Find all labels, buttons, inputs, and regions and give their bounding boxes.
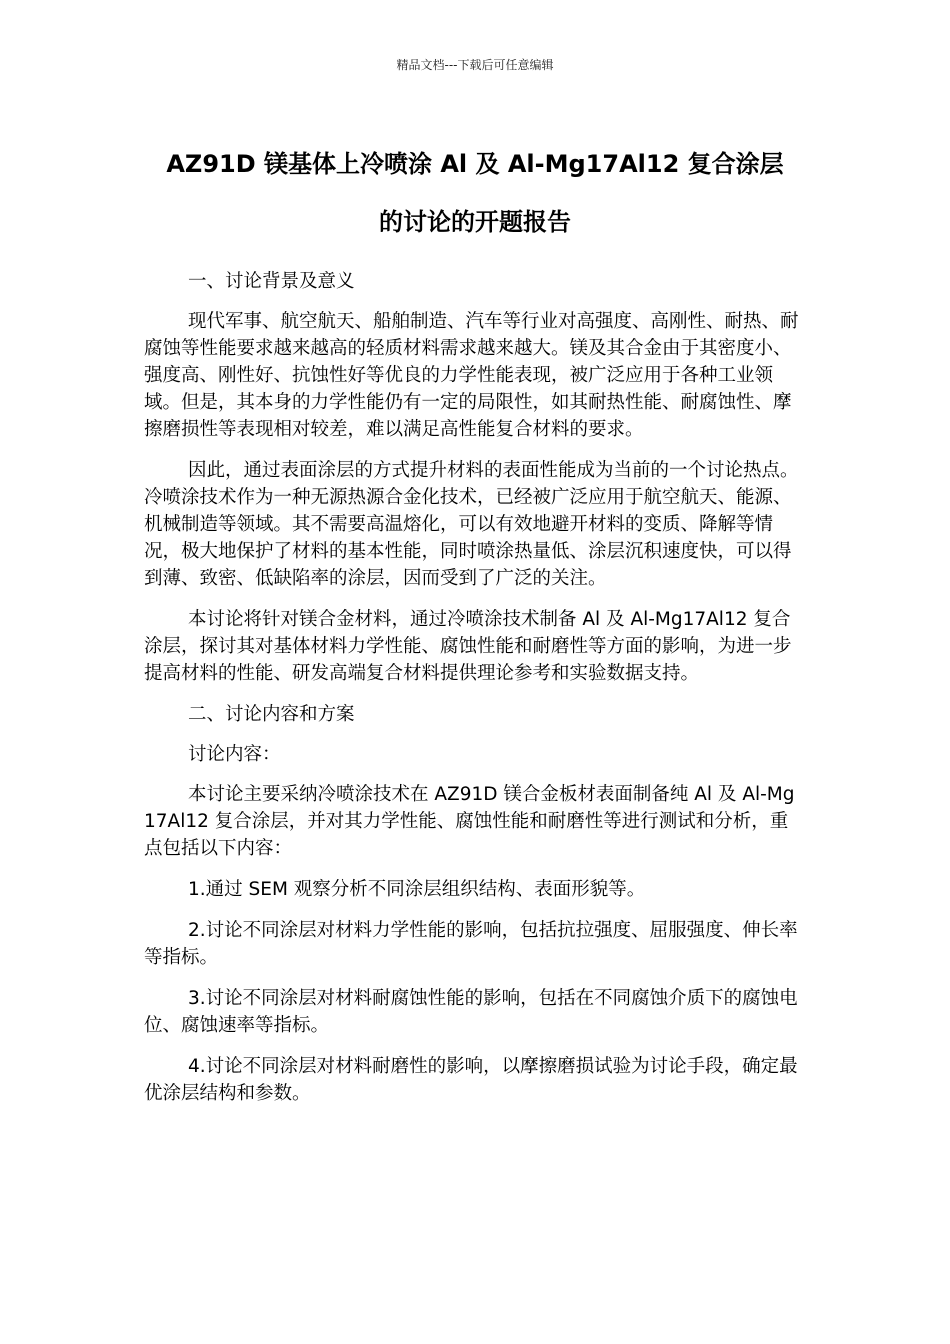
paragraph-content-intro: 本讨论主要采纳冷喷涂技术在 AZ91D 镁合金板材表面制备纯 Al 及 Al-Mg17Al12 复合涂层，并对其力学性能、腐蚀性能和耐磨性等进行测试和分析，重点包括以下内容：	[144, 784, 795, 859]
section-heading-content-plan: 二、讨论内容和方案	[188, 704, 355, 725]
section-heading-background: 一、讨论背景及意义	[188, 271, 355, 292]
paragraph-background-2: 因此，通过表面涂层的方式提升材料的表面性能成为当前的一个讨论热点。冷喷涂技术作为一种无源热源合金化技术，已经被广泛应用于航空航天、能源、机械制造等领域。其不需要高温熔化，可以有效地避开材料的变质、降解等情况，极大地保护了材料的基本性能，同时喷涂热量低、涂层沉积速度快，可以得到薄、致密、低缺陷率的涂层，因而受到了广泛的关注。	[144, 460, 799, 589]
paragraph-background-3: 本讨论将针对镁合金材料，通过冷喷涂技术制备 Al 及 Al-Mg17Al12 复合涂层，探讨其对基体材料力学性能、腐蚀性能和耐磨性等方面的影响，为进一步提高材料的性能、研发高端复合材料提供理论参考和实验数据支持。	[144, 609, 792, 684]
document-title-line-1: AZ91D 镁基体上冷喷涂 Al 及 Al-Mg17Al12 复合涂层	[166, 150, 784, 178]
document-title-line-2: 的讨论的开题报告	[379, 208, 571, 236]
document-title	[100, 135, 850, 251]
list-item-1: 1.通过 SEM 观察分析不同涂层组织结构、表面形貌等。	[188, 879, 646, 900]
subheading-content: 讨论内容：	[188, 744, 281, 765]
list-item-2: 2.讨论不同涂层对材料力学性能的影响，包括抗拉强度、屈服强度、伸长率等指标。	[144, 920, 798, 968]
list-item-4: 4.讨论不同涂层对材料耐磨性的影响，以摩擦磨损试验为讨论手段，确定最优涂层结构和参数。	[144, 1056, 798, 1104]
list-item-3: 3.讨论不同涂层对材料耐腐蚀性能的影响，包括在不同腐蚀介质下的腐蚀电位、腐蚀速率等指标。	[144, 988, 798, 1036]
paragraph-background-1: 现代军事、航空航天、船舶制造、汽车等行业对高强度、高刚性、耐热、耐腐蚀等性能要求越来越高的轻质材料需求越来越大。镁及其合金由于其密度小、强度高、刚性好、抗蚀性好等优良的力学性能表现，被广泛应用于各种工业领域。但是，其本身的力学性能仍有一定的局限性，如其耐热性能、耐腐蚀性、摩擦磨损性等表现相对较差，难以满足高性能复合材料的要求。	[144, 311, 799, 440]
document-body	[144, 268, 804, 1121]
page-header-note: 精品文档---下载后可任意编辑	[396, 58, 554, 72]
